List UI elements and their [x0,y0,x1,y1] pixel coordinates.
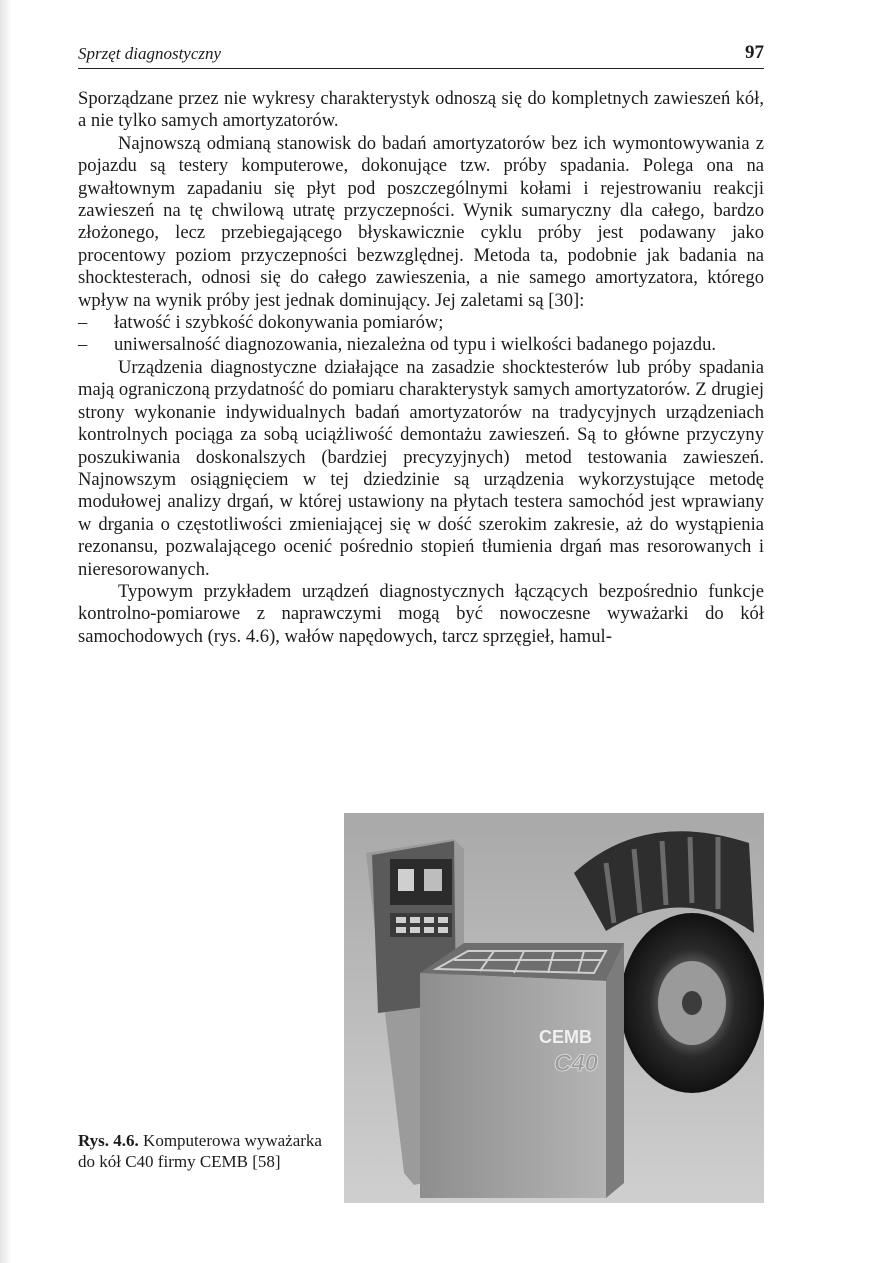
brand-label: CEMB [539,1027,592,1047]
body-text [78,88,764,648]
list-item-text: łatwość i szybkość dokonywania pomiarów; [114,312,444,334]
list-dash: – [78,334,88,356]
key [424,927,434,933]
display-right-icon [424,869,442,891]
figure-caption-text: Komputerowa wyważarka do kół C40 firmy CEMB [58] [78,1131,322,1171]
paragraph-3: Urządzenia diagnostyczne działające na zasadzie shocktesterów lub próby spadania mają ograniczoną przydatność do pomiaru charakterystyk samych amortyzatorów. Z drugiej strony wykonanie indywidualnych badań amortyzatorów na tradycyjnych urządzeniach kontrolnych pociąga za sobą uciążliwość demontażu zawieszeń. Są to główne przyczyny poszukiwania doskonalszych (bardziej precyzyjnych) metod testowania zawieszeń. Najnowszym osiągnięciem w tej dziedzinie są urządzenia wykorzystujące metodę modułowej analizy drgań, w której ustawiony na płytach testera samochód jest wprawiany w drgania o częstotliwości zmieniającej się w dość szerokim zakresie, aż do wystąpienia rezonansu, pozwalającego ocenić pośrednio stopień tłumienia drgań mas resorowanych i nieresorowanych. [78,356,764,580]
wheel-balancer-photo [344,813,764,1203]
key [410,927,420,933]
key [438,917,448,923]
hub [682,991,702,1015]
page-number: 97 [745,42,764,63]
paragraph-1: Sporządzane przez nie wykresy charakterystyk odnoszą się do kompletnych zawieszeń kół, a nie tylko samych amortyzatorów. [78,88,764,132]
key [410,917,420,923]
list-item-text: uniwersalność diagnozowania, niezależna od typu i wielkości badanego pojazdu. [114,334,717,356]
key [438,927,448,933]
running-head-title: Sprzęt diagnostyczny [78,44,222,63]
list-item [78,312,764,334]
cabinet-side [606,943,624,1198]
page-spine-shadow [0,0,12,1263]
key [396,927,406,933]
figure-caption [78,1131,328,1172]
advantages-list [78,312,764,357]
key [396,917,406,923]
model-label: C40 [554,1050,599,1077]
running-head [78,42,764,69]
figure-caption-label: Rys. 4.6. [78,1131,139,1150]
paragraph-2: Najnowszą odmianą stanowisk do badań amortyzatorów bez ich wymontowywania z pojazdu są testery komputerowe, dokonujące tzw. próby spadania. Polega ona na gwałtownym zapadaniu się płyt pod poszczególnymi kołami i rejestrowaniu reakcji zawieszeń na tę chwilową utratę przyczepności. Wynik sumaryczny dla całego, bardzo złożonego, lecz przebiegającego błyskawicznie cyklu próby jest podawany jako procentowy poziom przyczepności bezwzględnej. Metoda ta, podobnie jak badania na shocktesterach, odnosi się do całego zawieszenia, a nie samego amortyzatora, którego wpływ na wynik próby jest jednak dominujący. Jej zaletami są [30]: [78,132,764,311]
display-left-icon [398,869,414,891]
keypad [390,913,452,937]
list-item [78,334,764,356]
cabinet-front [420,973,606,1198]
key [424,917,434,923]
paragraph-4: Typowym przykładem urządzeń diagnostycznych łączących bezpośrednio funkcje kontrolno-pomiarowe z naprawczymi mogą być nowoczesne wyważarki do kół samochodowych (rys. 4.6), wałów napędowych, tarcz sprzęgieł, hamul- [78,580,764,647]
list-dash: – [78,312,88,334]
wheel-balancer-illustration [344,813,764,1203]
